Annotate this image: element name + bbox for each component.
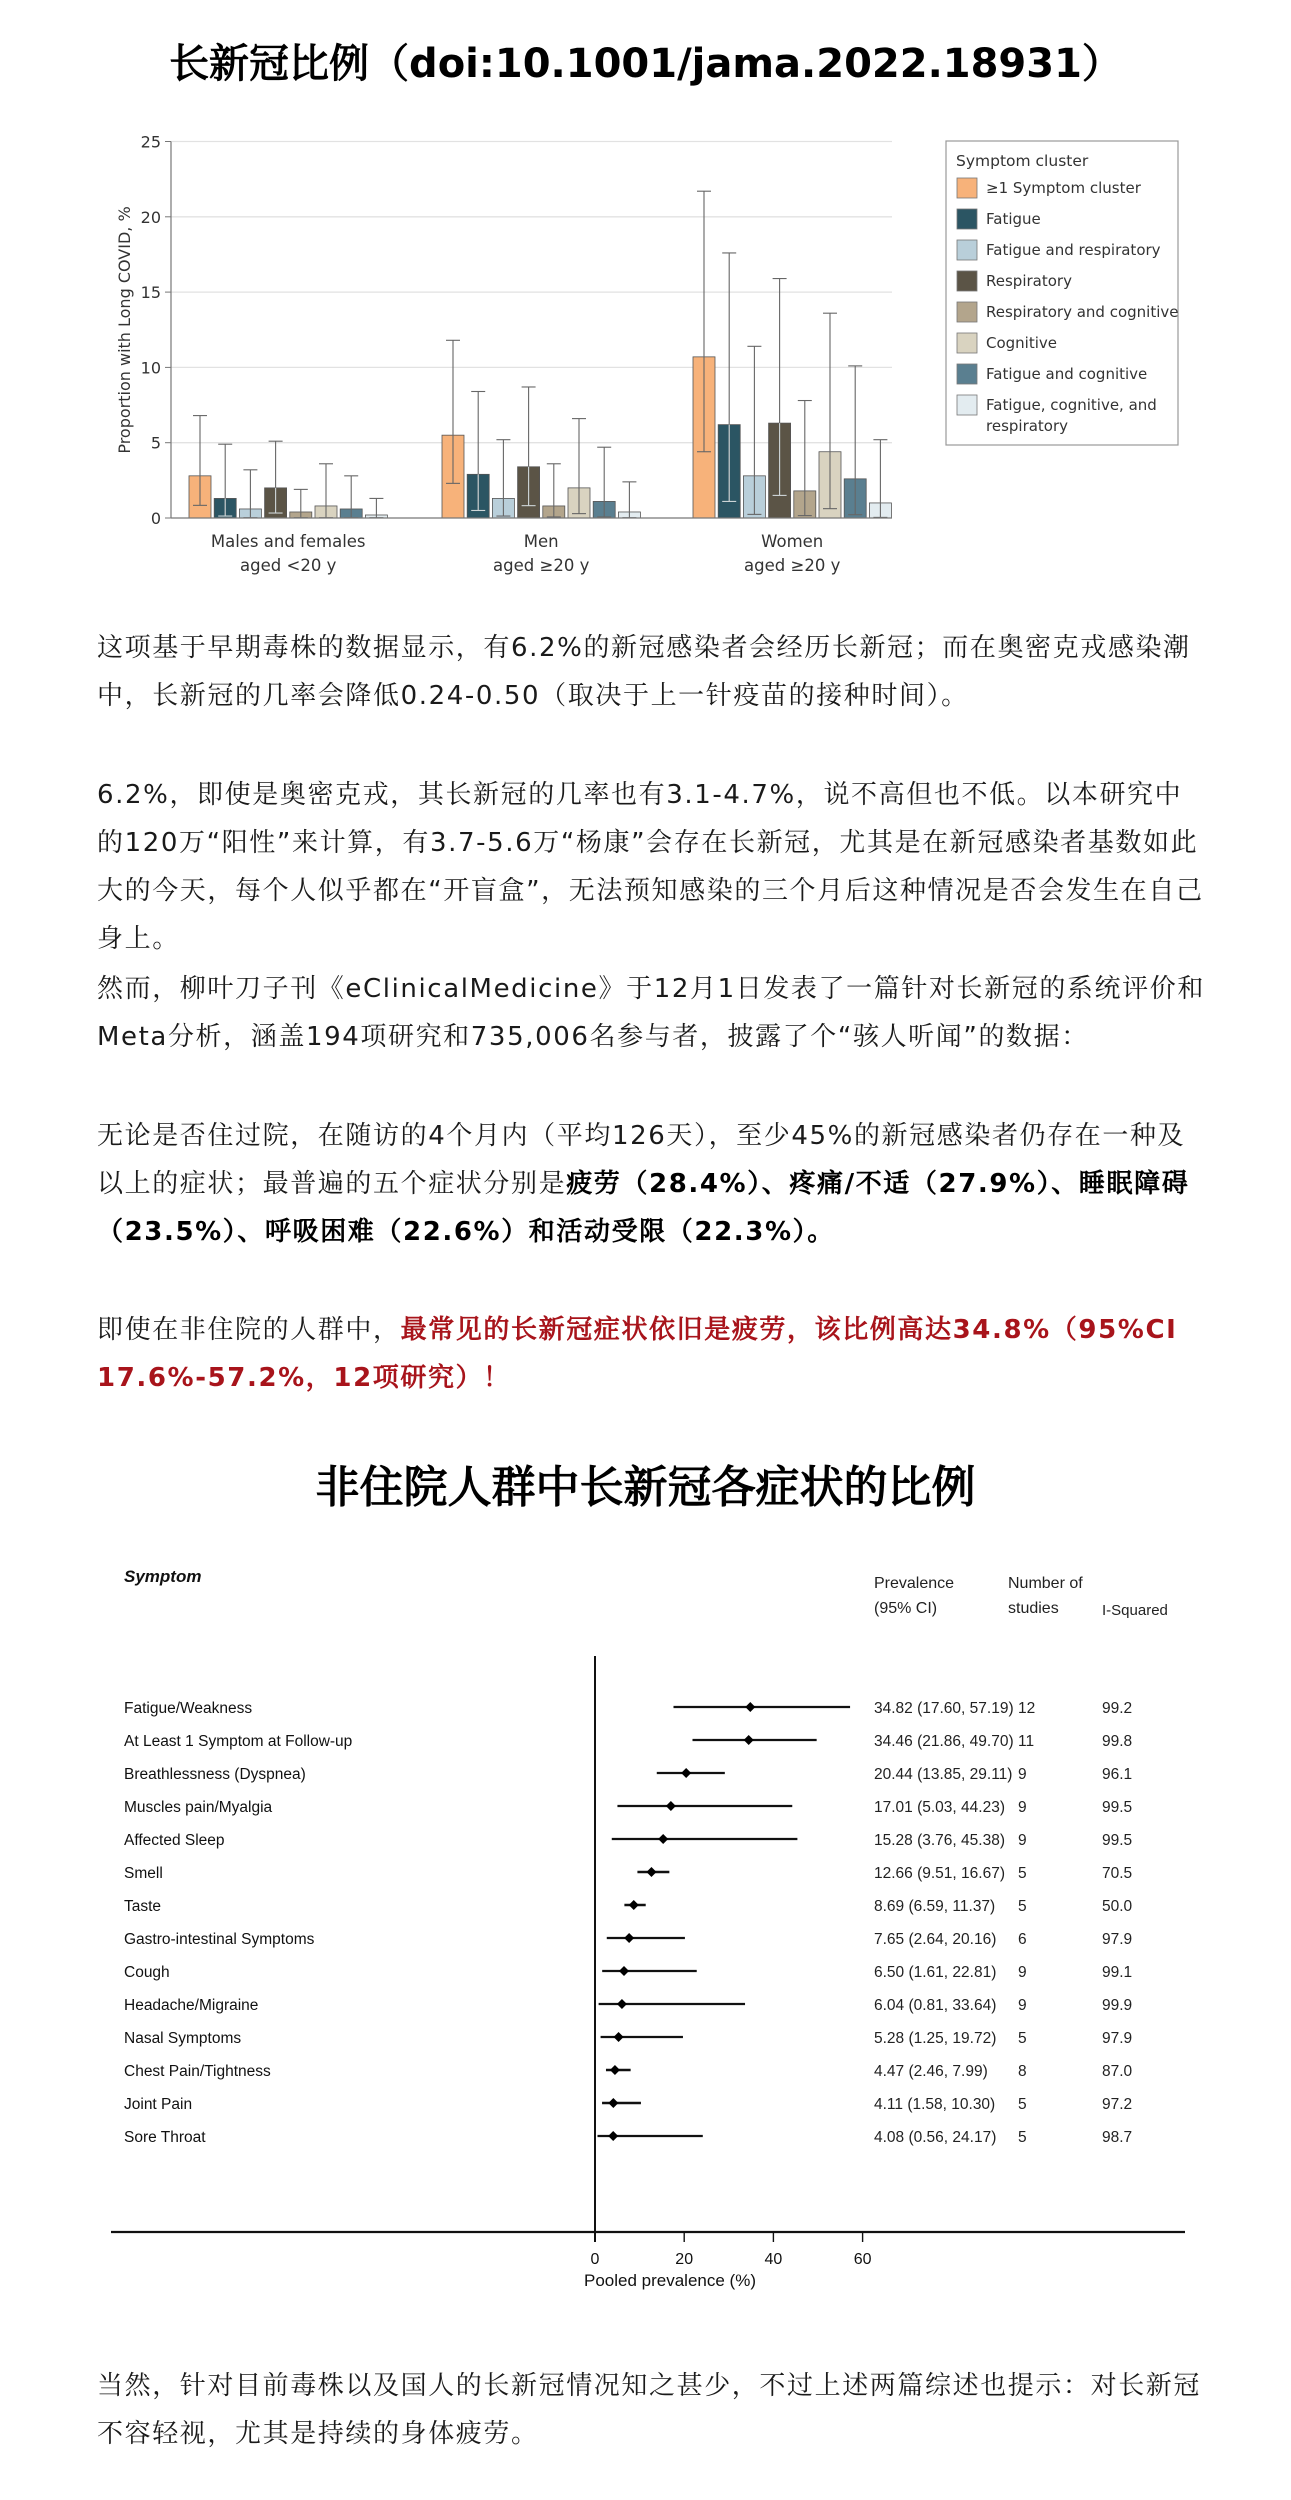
legend-swatch [957, 333, 977, 353]
x-category-label: Women [761, 532, 824, 551]
estimate-marker [745, 1702, 755, 1712]
studies-header-1: Number of [1008, 1575, 1083, 1592]
symptom-label: Affected Sleep [124, 1832, 225, 1849]
paragraph-2: 6.2%，即使是奥密克戎，其长新冠的几率也有3.1-4.7%，说不高但也不低。以本研究中的120万“阳性”来计算，有3.7-5.6万“杨康”会存在长新冠，尤其是在新冠感染者基数如此大的今天，每个人似乎都在“开盲盒”，无法预知感染的三个月后这种情况是否会发生在自己身上。 [97, 780, 1204, 954]
paragraph-1: 这项基于早期毒株的数据显示，有6.2%的新冠感染者会经历长新冠；而在奥密克戎感染潮中，长新冠的几率会降低0.24-0.50（取决于上一针疫苗的接种时间）。 [97, 633, 1191, 711]
studies-value: 5 [1018, 2096, 1027, 2113]
isquared-value: 99.9 [1102, 1997, 1133, 2014]
symptom-label: Smell [124, 1865, 163, 1882]
estimate-marker [608, 2098, 618, 2108]
prevalence-value: 7.65 (2.64, 20.16) [874, 1931, 997, 1948]
studies-value: 6 [1018, 1931, 1027, 1948]
legend-label: Fatigue and respiratory [986, 241, 1161, 259]
studies-header-2: studies [1008, 1600, 1059, 1617]
prevalence-value: 5.28 (1.25, 19.72) [874, 2030, 997, 2047]
symptom-label: Taste [124, 1898, 162, 1915]
symptom-header: Symptom [124, 1567, 202, 1586]
y-tick-label: 0 [150, 509, 161, 528]
isquared-value: 97.9 [1102, 1931, 1133, 1948]
legend [946, 141, 1178, 445]
isquared-value: 97.9 [1102, 2030, 1133, 2047]
forest-row [124, 1832, 1132, 1849]
prevalence-header-1: Prevalence [874, 1575, 955, 1592]
prevalence-value: 17.01 (5.03, 44.23) [874, 1799, 1005, 1816]
prevalence-header-2: (95% CI) [874, 1600, 938, 1617]
paragraph-4 [97, 1112, 1207, 1256]
isquared-value: 99.2 [1102, 1700, 1133, 1717]
legend-label: ≥1 Symptom cluster [986, 179, 1141, 197]
studies-value: 9 [1018, 1766, 1027, 1783]
prevalence-value: 4.11 (1.58, 10.30) [874, 2096, 996, 2113]
x-tick-label: 40 [764, 2251, 783, 2268]
isquared-value: 97.2 [1102, 2096, 1133, 2113]
y-tick-label: 5 [150, 433, 161, 453]
legend-swatch [957, 209, 977, 229]
prevalence-value: 12.66 (9.51, 16.67) [874, 1865, 1005, 1882]
symptom-label: Fatigue/Weakness [124, 1700, 253, 1717]
forest-row [124, 2129, 1132, 2146]
prevalence-value: 8.69 (6.59, 11.37) [874, 1898, 996, 1915]
isquared-value: 70.5 [1102, 1865, 1133, 1882]
estimate-marker [619, 1966, 629, 1976]
x-category-label: Males and females [210, 532, 366, 551]
prevalence-value: 34.82 (17.60, 57.19) [874, 1700, 1014, 1717]
forest-row [124, 2063, 1133, 2080]
studies-value: 8 [1018, 2063, 1027, 2080]
isquared-value: 50.0 [1102, 1898, 1133, 1915]
symptom-label: Chest Pain/Tightness [124, 2063, 271, 2080]
symptom-label: At Least 1 Symptom at Follow-up [124, 1733, 353, 1750]
estimate-marker [624, 1933, 634, 1943]
prevalence-value: 6.50 (1.61, 22.81) [874, 1964, 997, 1981]
studies-value: 5 [1018, 1865, 1027, 1882]
isquared-header: I-Squared [1102, 1602, 1168, 1619]
symptom-label: Gastro-intestinal Symptoms [124, 1931, 315, 1948]
legend-swatch [957, 271, 977, 291]
isquared-value: 98.7 [1102, 2129, 1133, 2146]
symptom-label: Muscles pain/Myalgia [124, 1799, 273, 1816]
prevalence-value: 4.47 (2.46, 7.99) [874, 2063, 988, 2080]
paragraph-4-text: 无论是否住过院，在随访的4个月内（平均126天），至少45%的新冠感染者仍存在一种及以上的症状；最普遍的五个症状分别是 [97, 1121, 1186, 1199]
y-tick-label: 20 [140, 207, 161, 227]
isquared-value: 99.1 [1102, 1964, 1133, 1981]
estimate-marker [681, 1768, 691, 1778]
legend-label: Respiratory [986, 272, 1072, 290]
legend-label: Cognitive [986, 334, 1058, 352]
x-tick-label: 60 [853, 2251, 872, 2268]
symptom-label: Nasal Symptoms [124, 2030, 242, 2047]
estimate-marker [646, 1867, 656, 1877]
forest-row [124, 1766, 1132, 1783]
x-category-label: aged ≥20 y [744, 556, 841, 575]
prevalence-value: 34.46 (21.86, 49.70) [874, 1733, 1014, 1750]
forest-row [124, 1931, 1132, 1948]
prevalence-value: 15.28 (3.76, 45.38) [874, 1832, 1005, 1849]
isquared-value: 99.5 [1102, 1832, 1133, 1849]
symptom-label: Cough [124, 1964, 170, 1981]
legend-label: Fatigue and cognitive [986, 365, 1148, 383]
forest-plot [0, 1540, 1291, 2340]
studies-value: 11 [1018, 1733, 1035, 1750]
paragraph-4-bold: 疲劳（28.4%）、疼痛/不适（27.9%）、睡眠障碍（23.5%）、呼吸困难（22.6%）和活动受限（22.3%）。 [97, 1169, 1190, 1247]
paragraph-5-highlight: 最常见的长新冠症状依旧是疲劳，该比例高达34.8%（95%CI 17.6%-57.2%，12项研究）！ [97, 1315, 1178, 1393]
isquared-value: 96.1 [1102, 1766, 1133, 1783]
y-tick-label: 15 [140, 283, 161, 303]
isquared-value: 99.8 [1102, 1733, 1133, 1750]
symptom-label: Joint Pain [124, 2096, 193, 2113]
paragraph-5 [97, 1306, 1207, 1402]
paragraph-6: 当然，针对目前毒株以及国人的长新冠情况知之甚少，不过上述两篇综述也提示：对长新冠不容轻视，尤其是持续的身体疲劳。 [97, 2371, 1202, 2449]
isquared-value: 87.0 [1102, 2063, 1133, 2080]
symptom-label: Breathlessness (Dyspnea) [124, 1766, 306, 1783]
studies-value: 5 [1018, 1898, 1027, 1915]
x-tick-label: 20 [675, 2251, 694, 2268]
page-title: 长新冠比例（doi:10.1001/jama.2022.18931） [169, 41, 1122, 87]
x-category-label: aged ≥20 y [493, 556, 590, 575]
forest-row [124, 1733, 1132, 1750]
estimate-marker [666, 1801, 676, 1811]
y-axis-label: Proportion with Long COVID, % [115, 206, 134, 454]
symptom-label: Headache/Migraine [124, 1997, 259, 2014]
legend-swatch [957, 364, 977, 384]
legend-swatch [957, 240, 977, 260]
long-covid-bar-chart [0, 0, 1291, 600]
symptom-label: Sore Throat [124, 2129, 206, 2146]
studies-value: 9 [1018, 1799, 1027, 1816]
legend-swatch [957, 178, 977, 198]
studies-value: 9 [1018, 1997, 1027, 2014]
studies-value: 9 [1018, 1964, 1027, 1981]
prevalence-value: 4.08 (0.56, 24.17) [874, 2129, 997, 2146]
studies-value: 9 [1018, 1832, 1027, 1849]
estimate-marker [658, 1834, 668, 1844]
studies-value: 12 [1018, 1700, 1036, 1717]
forest-row [124, 1997, 1132, 2014]
forest-row [124, 1964, 1132, 1981]
forest-row [124, 1865, 1132, 1882]
prevalence-value: 6.04 (0.81, 33.64) [874, 1997, 997, 2014]
x-tick-label: 0 [590, 2251, 600, 2268]
paragraph-3: 然而，柳叶刀子刊《eClinicalMedicine》于12月1日发表了一篇针对长新冠的系统评价和Meta分析，涵盖194项研究和735,006名参与者，披露了个“骇人听闻”的数据： [97, 974, 1205, 1052]
y-tick-label: 25 [140, 132, 161, 152]
estimate-marker [617, 1999, 627, 2009]
estimate-marker [608, 2131, 618, 2141]
legend-swatch [957, 395, 977, 415]
legend-label: Fatigue, cognitive, and [986, 396, 1157, 414]
studies-value: 5 [1018, 2030, 1027, 2047]
legend-swatch [957, 302, 977, 322]
estimate-marker [610, 2065, 620, 2075]
x-category-label: aged <20 y [240, 556, 337, 575]
forest-row [124, 1799, 1132, 1816]
studies-value: 5 [1018, 2129, 1027, 2146]
section-title: 非住院人群中长新冠各症状的比例 [315, 1462, 976, 1513]
paragraph-5-text: 即使在非住院的人群中， [97, 1315, 401, 1345]
y-tick-label: 10 [140, 358, 161, 378]
legend-label: Respiratory and cognitive [986, 303, 1179, 321]
forest-row [124, 1700, 1132, 1717]
forest-row [124, 2096, 1132, 2113]
estimate-marker [744, 1735, 754, 1745]
x-axis-label: Pooled prevalence (%) [584, 2271, 756, 2290]
forest-row [124, 2030, 1132, 2047]
legend-label: respiratory [986, 417, 1069, 435]
estimate-marker [614, 2032, 624, 2042]
legend-title: Symptom cluster [956, 152, 1089, 170]
estimate-marker [629, 1900, 639, 1910]
prevalence-value: 20.44 (13.85, 29.11) [874, 1766, 1013, 1783]
isquared-value: 99.5 [1102, 1799, 1133, 1816]
legend-label: Fatigue [986, 210, 1041, 228]
x-category-label: Men [523, 532, 559, 551]
forest-row [124, 1898, 1133, 1915]
